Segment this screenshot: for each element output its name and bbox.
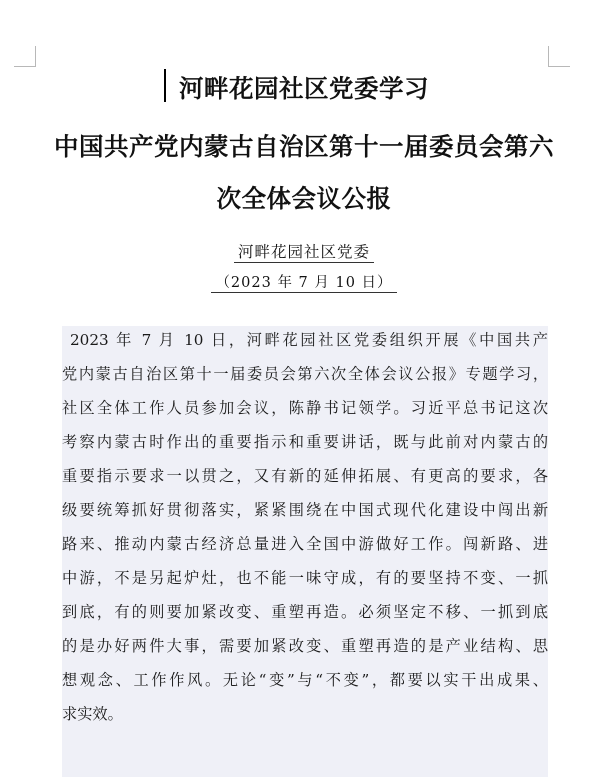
title-line-3[interactable]: 次全体会议公报 [216, 184, 392, 213]
crop-mark-top-left [14, 66, 36, 67]
body-line[interactable]: 的是办好两件大事，需要加紧改变、重塑再造的是产业结构、思 [62, 637, 548, 655]
title-line-1[interactable]: 河畔花园社区党委学习 [179, 74, 429, 103]
crop-mark-top-right-vertical [548, 46, 549, 67]
body-line[interactable]: 考察内蒙古时作出的重要指示和重要讲话，既与此前对内蒙古的 [62, 433, 548, 451]
body-line[interactable]: 中游，不是另起炉灶，也不能一味守成，有的要坚持不变、一抓 [62, 569, 548, 587]
body-line[interactable]: 路来、推动内蒙古经济总量进入全国中游做好工作。闯新路、进 [62, 535, 548, 553]
text-cursor [164, 69, 166, 102]
body-paragraph[interactable] [62, 326, 548, 777]
organization-name[interactable]: 河畔花园社区党委 [234, 243, 374, 263]
body-line[interactable]: 重要指示要求一以贯之，又有新的延伸拓展、有更高的要求，各 [62, 467, 548, 485]
body-line[interactable]: 到底，有的则要加紧改变、重塑再造。必须坚定不移、一抓到底 [62, 603, 548, 621]
publication-date[interactable]: （2023 年 7 月 10 日） [211, 275, 396, 293]
body-line[interactable]: 社区全体工作人员参加会议，陈静书记领学。习近平总书记这次 [62, 399, 548, 417]
body-line[interactable]: 想观念、工作作风。无论“变”与“不变”，都要以实干出成果、 [62, 671, 548, 689]
crop-mark-top-left-vertical [35, 46, 36, 67]
body-line[interactable]: 党内蒙古自治区第十一届委员会第六次全体会议公报》专题学习， [62, 365, 548, 383]
body-line[interactable]: 求实效。 [62, 705, 123, 723]
body-line[interactable]: 2023 年 7 月 10 日，河畔花园社区党委组织开展《中国共产 [70, 331, 548, 349]
body-line[interactable]: 级要统筹抓好贯彻落实，紧紧围绕在中国式现代化建设中闯出新 [62, 501, 548, 519]
date-byline [0, 271, 608, 292]
organization-byline [0, 240, 608, 262]
title-line-2[interactable]: 中国共产党内蒙古自治区第十一届委员会第六 [54, 132, 554, 161]
crop-mark-top-right [548, 66, 570, 67]
